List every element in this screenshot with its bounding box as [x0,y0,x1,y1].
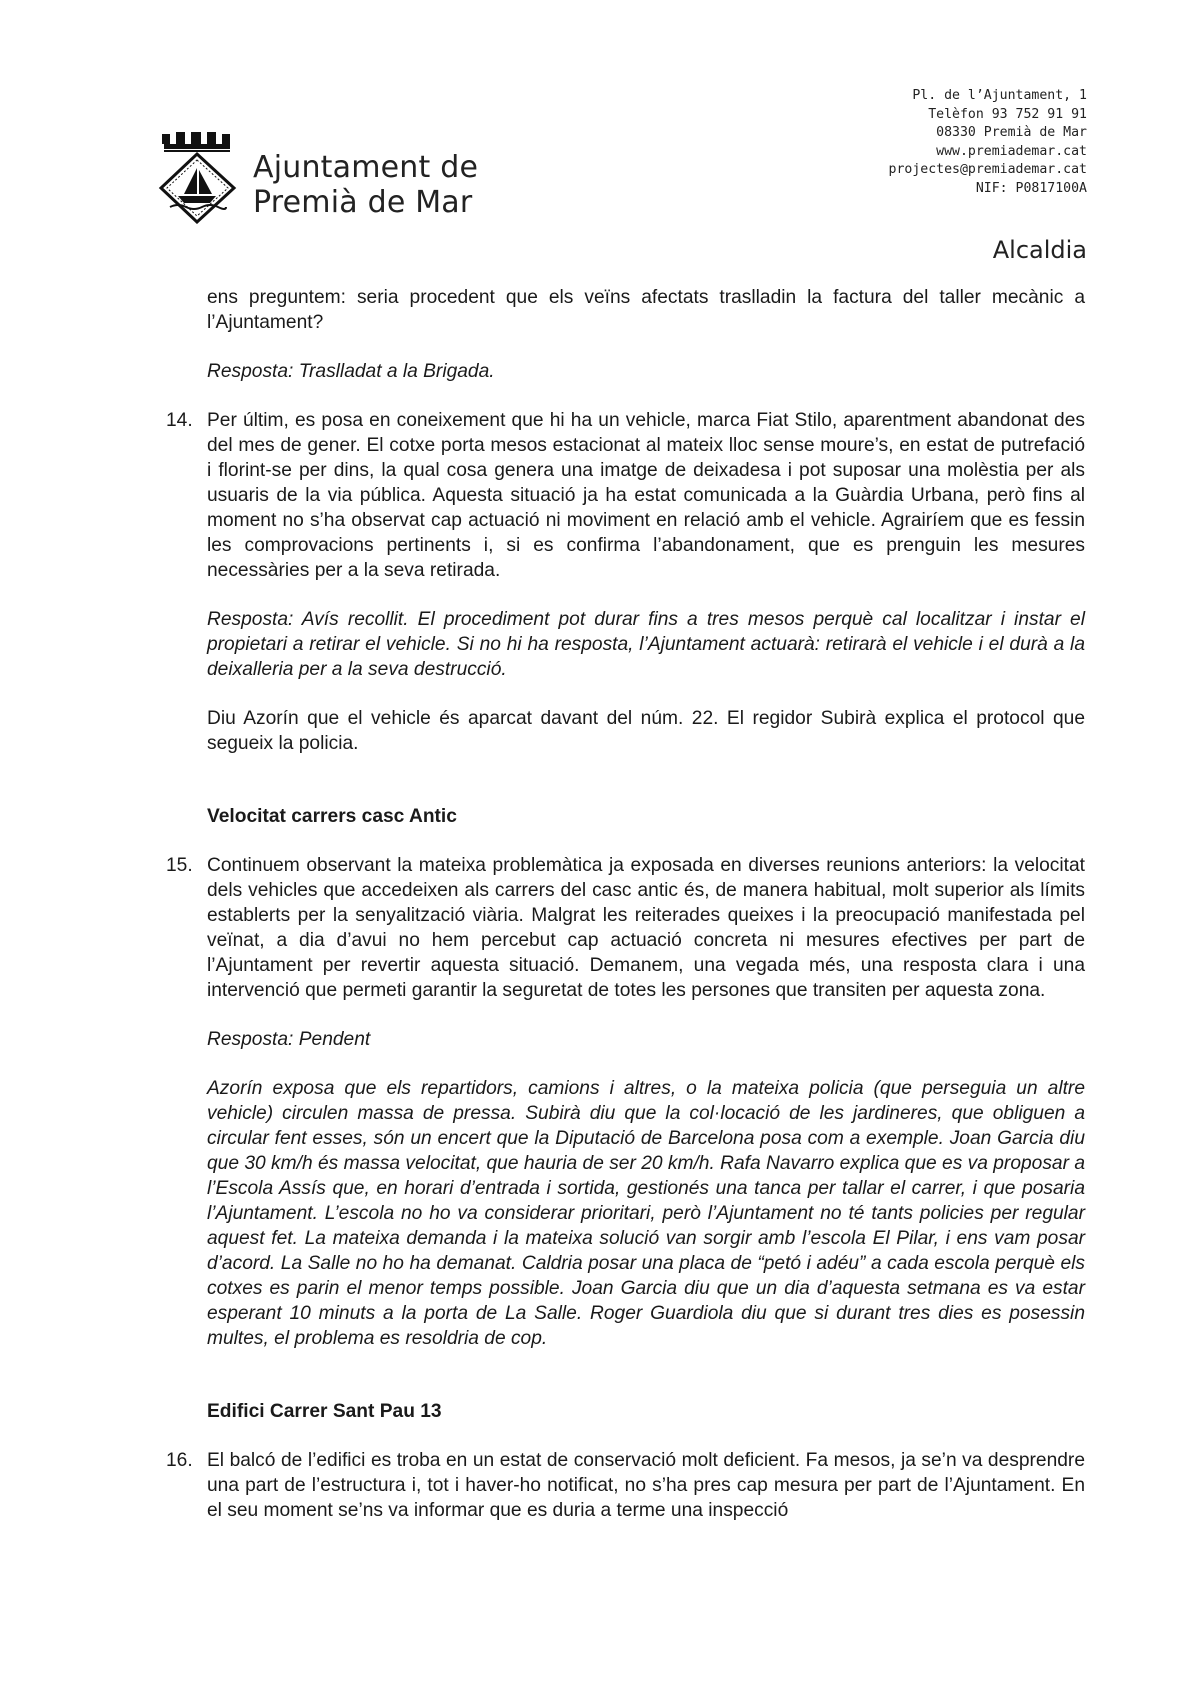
address-block [889,87,1088,199]
section-heading-velocitat: Velocitat carrers casc Antic [207,806,457,827]
item-14-number: 14. [166,410,193,431]
item-14 [166,408,1085,583]
organization-name-line2: Premià de Mar [253,185,473,220]
address-email: projectes@premiademar.cat [888,162,1087,178]
department-label: Alcaldia [992,236,1087,264]
address-website: www.premiademar.cat [936,143,1087,159]
item-16-number: 16. [166,1450,193,1471]
address-street: Pl. de l’Ajuntament, 1 [912,88,1087,103]
organization-name [253,150,478,220]
municipal-coat-of-arms-icon [158,132,238,224]
address-nif: NIF: P0817100A [975,180,1087,196]
document-body [166,285,1085,1523]
item-16 [166,1448,1085,1523]
address-city: 08330 Premià de Mar [936,125,1087,141]
section-heading-edifici: Edifici Carrer Sant Pau 13 [207,1401,442,1422]
item-15 [166,853,1085,1003]
item-15-text: Continuem observant la mateixa problemàtica ja exposada en diverses reunions anteriors: la velocitat dels vehicles que accedeixen als carrers del casc antic és, de manera habitual, molt superior als límits establerts per la senyalització viària. Malgrat les reiterades queixes i la preocupació manifestada pel veïnat, a dia d’avui no hem percebut cap actuació concreta ni mesures efectives per part de l’Ajuntament per revertir aquesta situació. Demanem, una vegada més, una resposta clara i una intervenció que permeti garantir la seguretat de totes les persones que transiten per aquesta zona. [207,855,1085,1001]
item-15-response: Resposta: Pendent [207,1029,371,1050]
address-phone: Telèfon 93 752 91 91 [928,106,1087,122]
response-brigada: Resposta: Traslladat a la Brigada. [207,361,495,382]
item-14-note: Diu Azorín que el vehicle és aparcat davant del núm. 22. El regidor Subirà explica el protocol que segueix la policia. [207,708,1085,754]
item-14-text: Per últim, es posa en coneixement que hi ha un vehicle, marca Fiat Stilo, aparentment abandonat des del mes de gener. El cotxe porta mesos estacionat al mateix lloc sense moure’s, en estat de putrefació i florint-se per dins, la qual cosa genera una imatge de deixadesa i pot suposar una molèstia per als usuaris de la via pública. Aquesta situació ja ha estat comunicada a la Guàrdia Urbana, però fins al moment no s’ha observat cap actuació ni moviment en relació amb el vehicle. Agrairíem que es fessin les comprovacions pertinents i, si es confirma l’abandonament, que es prenguin les mesures necessàries per a la seva retirada. [207,410,1085,581]
item-15-discussion: Azorín exposa que els repartidors, camions i altres, o la mateixa policia (que perseguia un altre vehicle) circulen massa de pressa. Subirà diu que la col·locació de les jardineres, que obliguen a circular fent esses, són un encert que la Diputació de Barcelona posa com a exemple. Joan Garcia diu que 30 km/h és massa velocitat, que hauria de ser 20 km/h. Rafa Navarro explica que es va proposar a l’Escola Assís que, en horari d’entrada i sortida, gestionés una tanca per tallar el carrer, i que posaria l’Ajuntament. L’escola no ho va considerar prioritari, però l’Ajuntament no té tants policies per regular aquest fet. La mateixa demanda i la mateixa solució van sorgir amb l’escola El Pilar, i ens vam posar d’acord. La Salle no ho ha demanat. Caldria posar una placa de “petó i adéu” a cada escola perquè els cotxes es parin el menor temps possible. Joan Garcia diu que un dia d’aquesta setmana es va estar esperant 10 minuts a la porta de La Salle. Roger Guardiola diu que si durant tres dies es posessin multes, el problema es resoldria de cop. [207,1078,1085,1349]
organization-name-line1: Ajuntament de [253,150,479,185]
item-15-number: 15. [166,855,193,876]
item-14-response: Resposta: Avís recollit. El procediment pot durar fins a tres mesos perquè cal localitzar i instar el propietari a retirar el vehicle. Si no hi ha resposta, l’Ajuntament actuarà: retirarà el vehicle i el durà a la deixalleria per a la seva destrucció. [207,609,1085,680]
item-16-text: El balcó de l’edifici es troba en un estat de conservació molt deficient. Fa mesos, ja se’n va desprendre una part de l’estructura i, tot i haver-ho notificat, no s’ha pres cap mesura per part de l’Ajuntament. En el seu moment se’ns va informar que es duria a terme una inspecció [207,1450,1085,1521]
paragraph-continuation: ens preguntem: seria procedent que els veïns afectats traslladin la factura del taller mecànic a l’Ajuntament? [207,287,1085,333]
